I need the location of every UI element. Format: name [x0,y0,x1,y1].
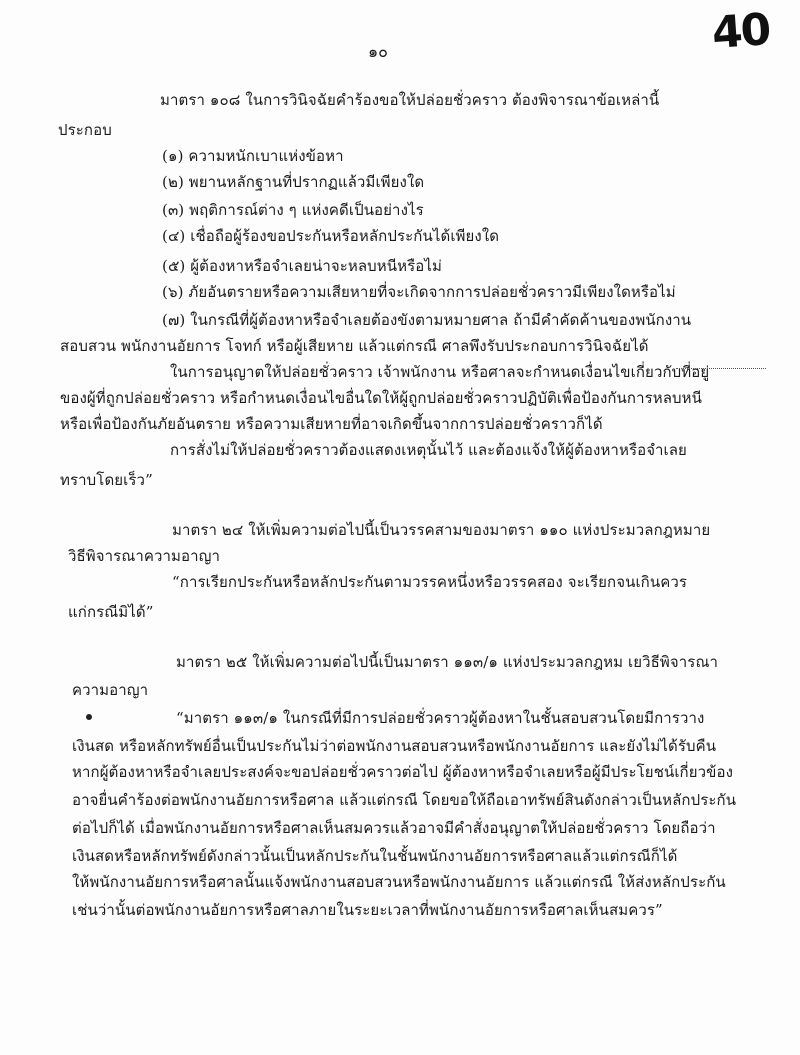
section-24-heading: มาตรา ๒๔ ให้เพิ่มความต่อไปนี้เป็นวรรคสามของมาตรา ๑๑๐ แห่งประมวลกฎหมาย [172,521,711,539]
list-item: (๒) พยานหลักฐานที่ปรากฏแล้วมีเพียงใด [162,173,425,191]
handwritten-page-number: 40 [710,4,771,59]
text-line: สอบสวน พนักงานอัยการ โจทก์ หรือผู้เสียหาย แล้วแต่กรณี ศาลพึงรับประกอบการวินิจฉัยได้ [60,337,649,355]
list-item: (๔) เชื่อถือผู้ร้องขอประกันหรือหลักประกันได้เพียงใด [162,227,500,245]
text-line: แก่กรณีมิได้” [68,603,154,621]
text-line: หากผู้ต้องหาหรือจำเลยประสงค์จะขอปล่อยชั่วคราวต่อไป ผู้ต้องหาหรือจำเลยหรือผู้มีประโยชน์เกี่ยวข้อง [72,763,734,781]
bullet-mark [86,714,92,720]
text-line: เงินสด หรือหลักทรัพย์อื่นเป็นประกันไม่ว่าต่อพนักงานสอบสวนหรือพนักงานอัยการ และยังไม่ได้รับคืน [72,737,717,755]
text-line: อาจยื่นคำร้องต่อพนักงานอัยการหรือศาล แล้วแต่กรณี โดยขอให้ถือเอาทรัพย์สินดังกล่าวเป็นหลักประกัน [72,791,737,809]
list-item: (๕) ผู้ต้องหาหรือจำเลยน่าจะหลบหนีหรือไม่ [162,257,443,275]
text-line: วิธีพิจารณาความอาญา [68,547,221,565]
text-line: ความอาญา [72,681,149,699]
list-item: (๓) พฤติการณ์ต่าง ๆ แห่งคดีเป็นอย่างไร [162,201,424,219]
list-item: (๑) ความหนักเบาแห่งข้อหา [162,147,344,165]
dotted-leader [676,368,766,369]
text-line: ของผู้ที่ถูกปล่อยชั่วคราว หรือกำหนดเงื่อนไขอื่นใดให้ผู้ถูกปล่อยชั่วคราวปฏิบัติเพื่อป้องกันการหลบหนี [60,389,703,407]
text-line: หรือเพื่อป้องกันภัยอันตราย หรือความเสียหายที่อาจเกิดขึ้นจากการปล่อยชั่วคราวก็ได้ [60,415,603,433]
list-item: (๗) ในกรณีที่ผู้ต้องหาหรือจำเลยต้องขังตามหมายศาล ถ้ามีคำคัดค้านของพนักงาน [162,311,692,329]
page-number: ๑๐ [368,42,388,61]
text-line: ให้พนักงานอัยการหรือศาลนั้นแจ้งพนักงานสอบสวนหรือพนักงานอัยการ แล้วแต่กรณี ให้ส่งหลักประกัน [72,873,726,891]
text-line: ประกอบ [58,121,112,139]
section-108-heading: มาตรา ๑๐๘ ในการวินิจฉัยคำร้องขอให้ปล่อยชั่วคราว ต้องพิจารณาข้อเหล่านี้ [160,91,660,109]
text-line: ต่อไปก็ได้ เมื่อพนักงานอัยการหรือศาลเห็นสมควรแล้วอาจมีคำสั่งอนุญาตให้ปล่อยชั่วคราว โดยถือว่า [72,819,716,837]
section-25-heading: มาตรา ๒๕ ให้เพิ่มความต่อไปนี้เป็นมาตรา ๑๑๓/๑ แห่งประมวลกฎหม เยวิธีพิจารณา [176,653,719,671]
text-line: เช่นว่านั้นต่อพนักงานอัยการหรือศาลภายในระยะเวลาที่พนักงานอัยการหรือศาลเห็นสมควร” [72,901,663,919]
text-line: “การเรียกประกันหรือหลักประกันตามวรรคหนึ่งหรือวรรคสอง จะเรียกจนเกินควร [172,573,688,591]
list-item: (๖) ภัยอันตรายหรือความเสียหายที่จะเกิดจากการปล่อยชั่วคราวมีเพียงใดหรือไม่ [162,283,676,301]
text-line: “มาตรา ๑๑๓/๑ ในกรณีที่มีการปล่อยชั่วคราวผู้ต้องหาในชั้นสอบสวนโดยมีการวาง [176,709,705,727]
text-line: การสั่งไม่ให้ปล่อยชั่วคราวต้องแสดงเหตุนั้นไว้ และต้องแจ้งให้ผู้ต้องหาหรือจำเลย [170,441,687,459]
text-line: ทราบโดยเร็ว” [60,471,153,489]
text-line: ในการอนุญาตให้ปล่อยชั่วคราว เจ้าพนักงาน หรือศาลจะกำหนดเงื่อนไขเกี่ยวกับที่อยู่ [170,363,710,381]
text-line: เงินสดหรือหลักทรัพย์ดังกล่าวนั้นเป็นหลักประกันในชั้นพนักงานอัยการหรือศาลแล้วแต่กรณีก็ได้ [72,847,678,865]
